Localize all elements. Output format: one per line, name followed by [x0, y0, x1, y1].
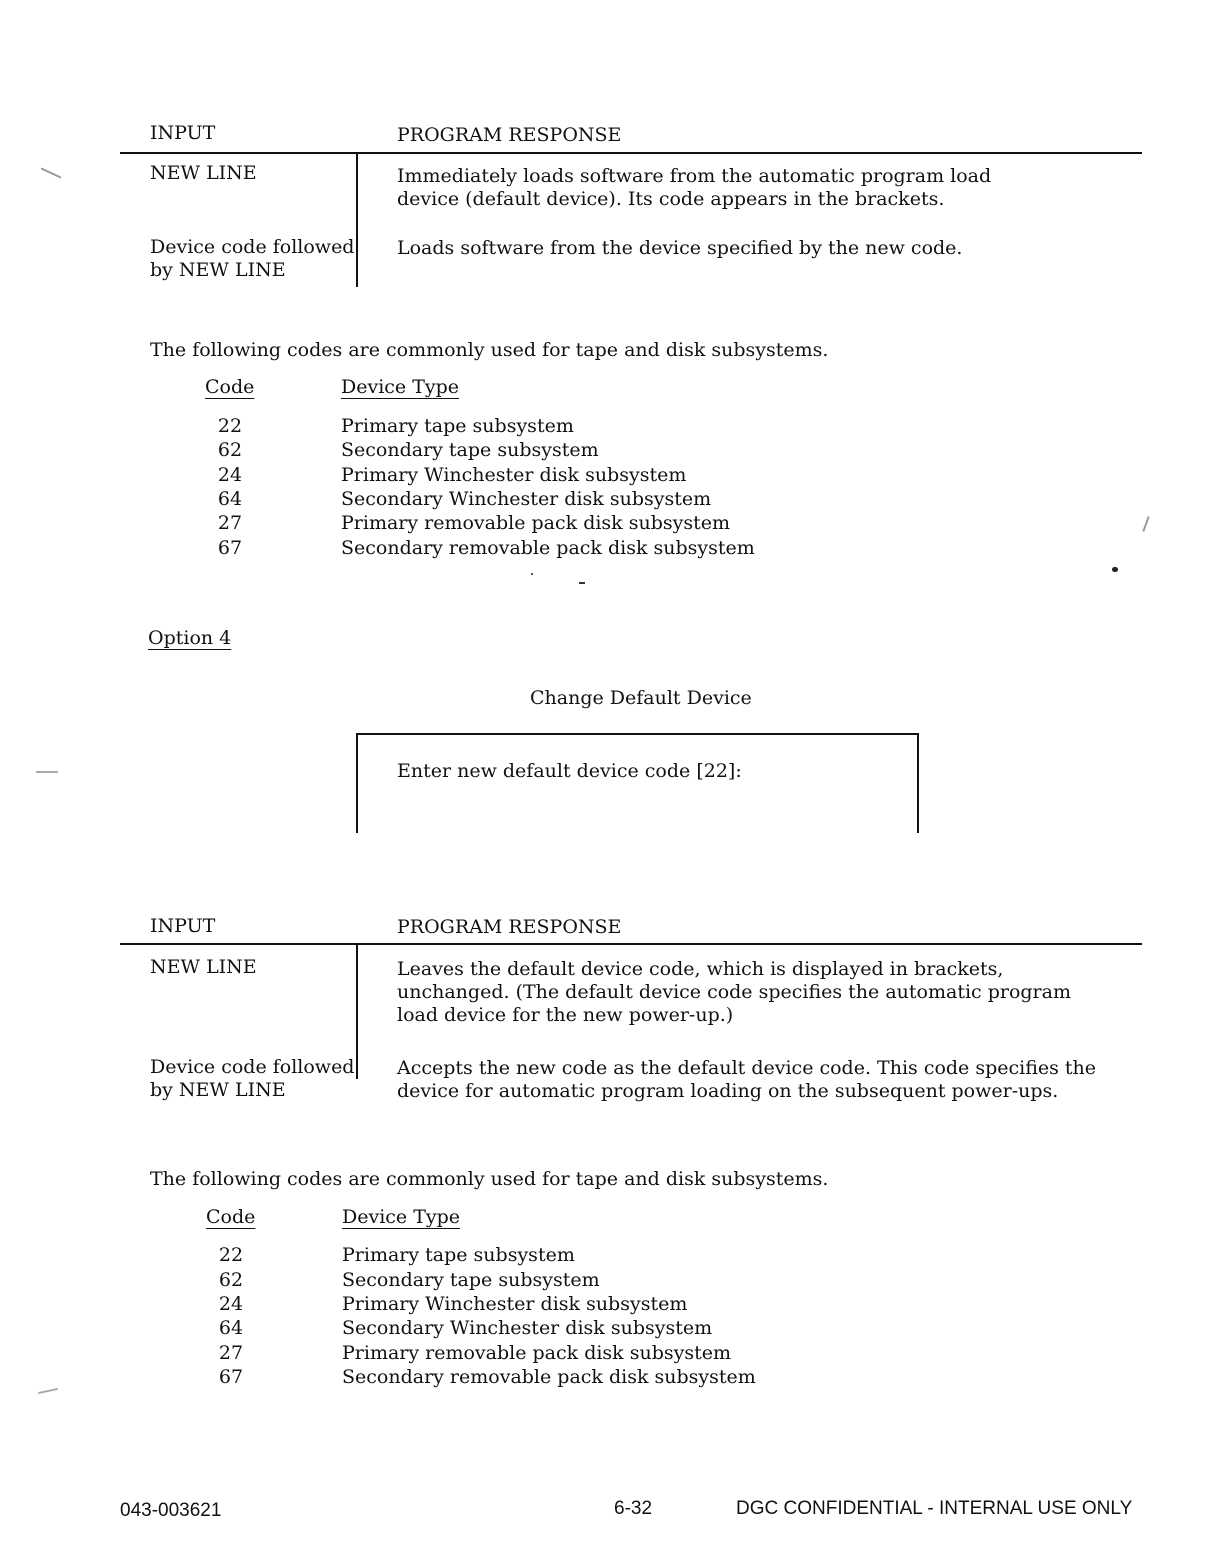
footer-confidentiality: DGC CONFIDENTIAL - INTERNAL USE ONLY: [736, 1498, 1133, 1519]
table2-row1-response: Leaves the default device code, which is displayed in brackets, unchanged. (The default device code specifies the automatic program load device for the new power-up.): [397, 958, 1071, 1026]
device-cell: Primary tape subsystem: [342, 1244, 575, 1266]
scan-mark: [531, 573, 533, 575]
code-cell: 67: [217, 537, 243, 559]
scan-mark: [1142, 516, 1149, 532]
table2-row2-input: Device code followed by NEW LINE: [150, 1056, 355, 1101]
codes-table-1-device-header: Device Type: [341, 376, 460, 398]
codes-table-1: [205, 376, 765, 566]
device-cell: Secondary removable pack disk subsystem: [341, 537, 755, 559]
code-cell: 22: [217, 415, 243, 437]
scan-mark: [36, 771, 58, 773]
screen-title: Change Default Device: [530, 687, 752, 709]
scan-mark: [579, 582, 585, 584]
footer-doc-number: 043-003621: [120, 1500, 222, 1521]
code-cell: 22: [218, 1244, 244, 1266]
table2-row1-input: NEW LINE: [150, 956, 257, 978]
code-cell: 67: [218, 1366, 244, 1388]
table1-response-header: PROGRAM RESPONSE: [397, 124, 622, 146]
device-cell: Secondary removable pack disk subsystem: [342, 1366, 756, 1388]
code-cell: 27: [218, 1342, 244, 1364]
device-cell: Secondary Winchester disk subsystem: [341, 488, 712, 510]
scan-mark: [38, 1388, 58, 1394]
codes-intro-1: The following codes are commonly used for tape and disk subsystems.: [150, 339, 829, 361]
footer-page-number: 6-32: [614, 1498, 653, 1519]
table2-response-header: PROGRAM RESPONSE: [397, 916, 622, 938]
screen-display-box: [356, 733, 919, 833]
code-cell: 27: [217, 512, 243, 534]
table1-header-rule: [120, 152, 1142, 154]
code-cell: 24: [218, 1293, 244, 1315]
scan-mark: [1112, 567, 1118, 572]
device-cell: Primary Winchester disk subsystem: [341, 464, 687, 486]
device-cell: Secondary tape subsystem: [342, 1269, 600, 1291]
scan-mark: [41, 167, 62, 178]
screen-prompt: Enter new default device code [22]:: [397, 760, 742, 782]
table1-input-header: INPUT: [150, 122, 216, 144]
table1-row1-input: NEW LINE: [150, 162, 257, 184]
code-cell: 24: [217, 464, 243, 486]
device-cell: Primary removable pack disk subsystem: [342, 1342, 732, 1364]
codes-table-1-code-header: Code: [205, 376, 255, 398]
table2-row2-response: Accepts the new code as the default device code. This code specifies the device for automatic program loading on the subsequent power-ups.: [397, 1057, 1097, 1102]
codes-table-2-code-header: Code: [206, 1206, 256, 1228]
device-cell: Primary removable pack disk subsystem: [341, 512, 731, 534]
device-cell: Secondary tape subsystem: [341, 439, 599, 461]
code-cell: 64: [218, 1317, 244, 1339]
table2-input-header: INPUT: [150, 915, 216, 937]
code-cell: 62: [217, 439, 243, 461]
option-heading: Option 4: [148, 627, 232, 649]
device-cell: Primary tape subsystem: [341, 415, 574, 437]
device-cell: Primary Winchester disk subsystem: [342, 1293, 688, 1315]
device-cell: Secondary Winchester disk subsystem: [342, 1317, 713, 1339]
table1-row2-response: Loads software from the device specified by the new code.: [397, 237, 963, 259]
table1-column-divider: [356, 153, 358, 287]
codes-table-2: [206, 1206, 766, 1396]
table2-column-divider: [356, 944, 358, 1079]
codes-table-2-device-header: Device Type: [342, 1206, 461, 1228]
table1-row2-input: Device code followed by NEW LINE: [150, 236, 355, 281]
codes-intro-2: The following codes are commonly used for tape and disk subsystems.: [150, 1168, 829, 1190]
code-cell: 62: [218, 1269, 244, 1291]
table1-row1-response: Immediately loads software from the automatic program load device (default device). Its code appears in the brackets.: [397, 165, 992, 210]
code-cell: 64: [217, 488, 243, 510]
table2-header-rule: [120, 943, 1142, 945]
